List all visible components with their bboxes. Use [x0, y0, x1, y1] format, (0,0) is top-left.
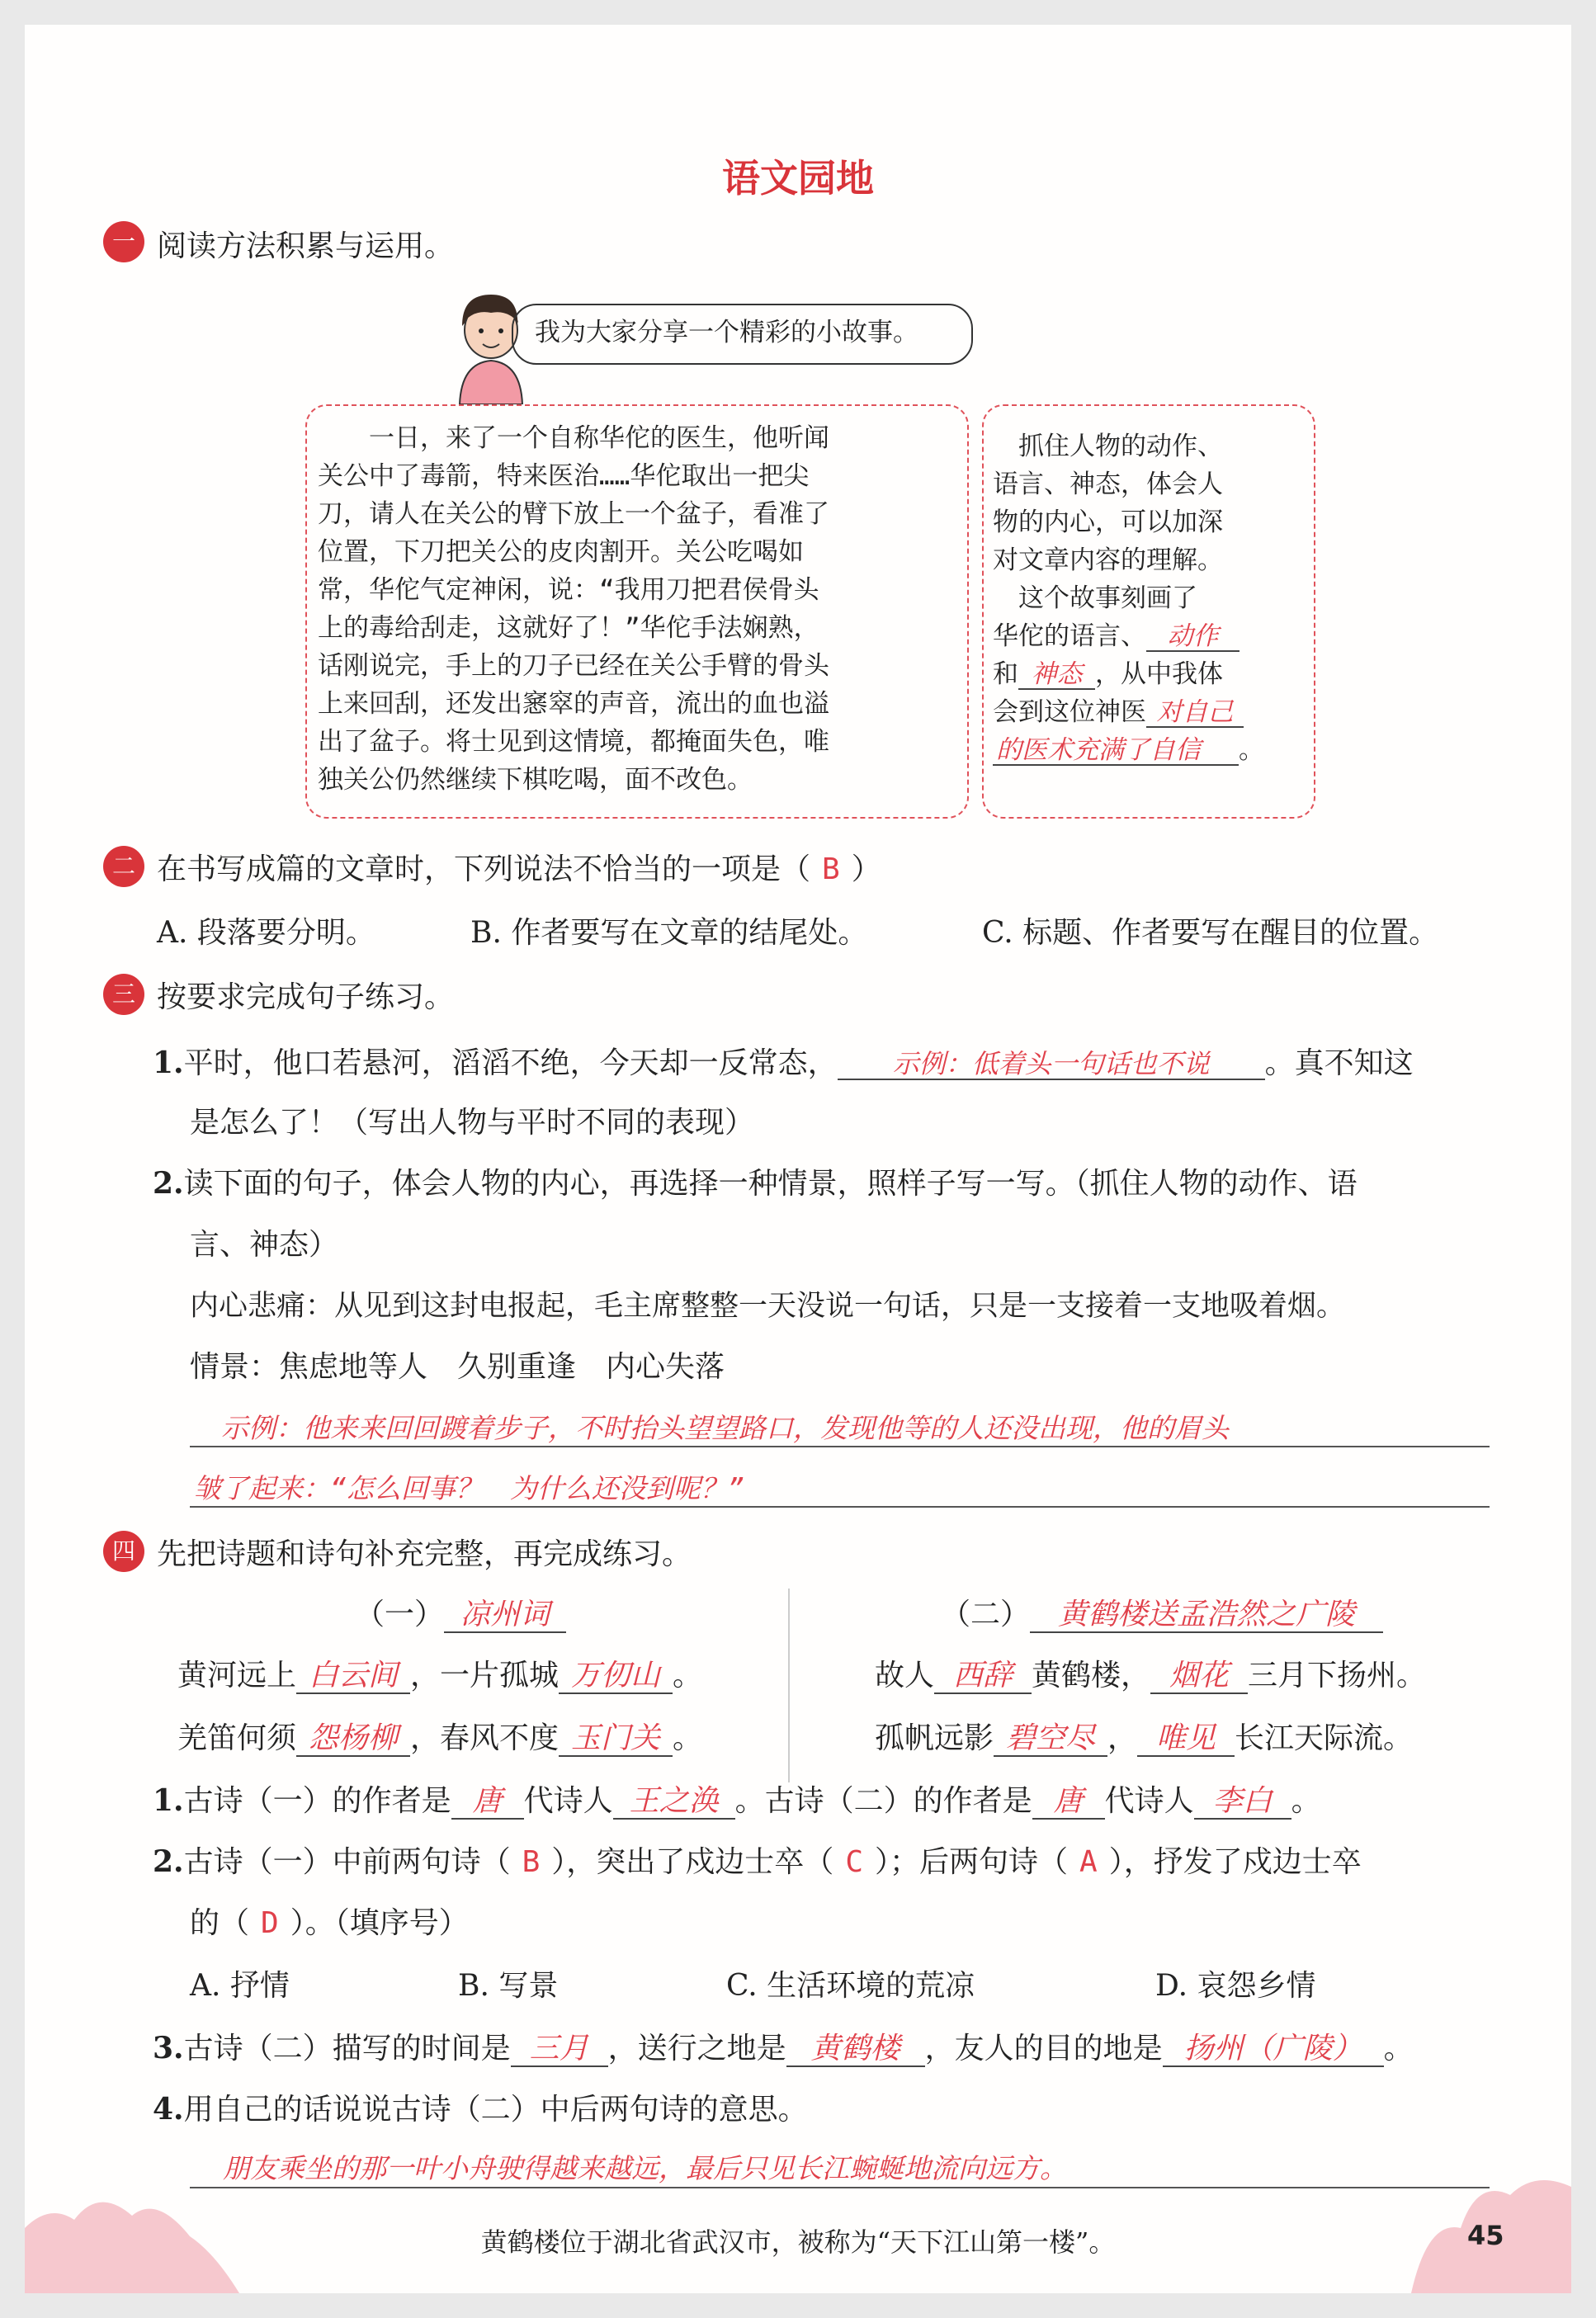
scenario-list: 情景：焦虑地等人 久别重逢 内心失落: [190, 1350, 725, 1384]
option-d: D. 哀怨乡情: [1155, 1969, 1316, 2003]
handwritten-answer[interactable]: 朋友乘坐的那一叶小舟驶得越来越远，最后只见长江蜿蜒地流向远方。: [223, 2152, 1067, 2184]
tip-line: 抓住人物的动作、: [993, 432, 1223, 461]
answer-blank[interactable]: 动作: [1146, 622, 1239, 652]
answer-blank[interactable]: 西辞: [934, 1659, 1032, 1694]
poem-2-title: （二） 黄鹤楼送孟浩然之广陵: [941, 1591, 1383, 1633]
story-line: 上的毒给刮走，这就好了！”华佗手法娴熟，: [318, 613, 819, 643]
answer-choice[interactable]: C: [845, 1845, 863, 1879]
tip-line: 会到这位神医 对自己: [993, 693, 1264, 731]
question-4-4: 4.用自己的话说说古诗（二）中后两句诗的意思。: [153, 2092, 808, 2127]
page-number: 45: [1467, 2220, 1504, 2251]
answer-blank[interactable]: 的医术充满了自信: [993, 736, 1239, 766]
story-line: 上来回刮，还发出窸窣的声音，流出的血也溢: [318, 689, 829, 719]
story-line: 出了盆子。将士见到这情境，都掩面失色，唯: [318, 727, 829, 757]
answer-blank[interactable]: 李白: [1194, 1785, 1291, 1820]
answer-blank[interactable]: 对自己: [1146, 698, 1244, 728]
answer-blank[interactable]: 碧空尽: [994, 1722, 1107, 1757]
section-number-3: 三: [103, 974, 144, 1015]
option-a: A. 抒情: [190, 1969, 290, 2003]
example-sentence: 内心悲痛：从见到这封电报起，毛主席整整一天没说一句话，只是一支接着一支地吸着烟。: [190, 1290, 1346, 1323]
tip-line: 对文章内容的理解。: [993, 545, 1223, 575]
story-line: 关公中了毒箭，特来医治……华佗取出一把尖: [318, 461, 810, 491]
question-4-2-cont: 的（ D ）。（填序号）: [190, 1906, 469, 1940]
answer-blank[interactable]: 王之涣: [613, 1785, 735, 1820]
footer-note: 黄鹤楼位于湖北省武汉市，被称为“天下江山第一楼”。: [480, 2226, 1116, 2258]
handwritten-answer[interactable]: 示例：他来来回回踱着步子，不时抬头望望路口，发现他等的人还没出现，他的眉头: [194, 1412, 1229, 1444]
answer-line: [190, 1446, 1490, 1447]
tip-line: 的医术充满了自信 。: [993, 731, 1264, 769]
section-2-title: 在书写成篇的文章时，下列说法不恰当的一项是（ B ）: [157, 852, 881, 886]
answer-blank[interactable]: 唐: [451, 1785, 524, 1820]
question-4-3: 3.古诗（二）描写的时间是 三月 ，送行之地是 黄鹤楼 ，友人的目的地是 扬州（广陵） 。: [153, 2031, 1414, 2065]
worksheet-page: [25, 25, 1571, 2293]
story-line: 常，华佗气定神闲，说：“我用刀把君侯骨头: [318, 575, 819, 605]
answer-blank[interactable]: 白云间: [296, 1659, 410, 1694]
question-3-1: 1.平时，他口若悬河，滔滔不绝，今天却一反常态， 示例：低着头一句话也不说 。真不知这: [153, 1046, 1414, 1080]
option-c: C. 生活环境的荒凉: [726, 1969, 975, 2003]
poem-2-line-2: 孤帆远影 碧空尽 ， 唯见 长江天际流。: [875, 1721, 1414, 1755]
answer-blank[interactable]: 唯见: [1137, 1722, 1235, 1757]
answer-blank[interactable]: 万仞山: [559, 1659, 673, 1694]
answer-choice[interactable]: B: [522, 1845, 541, 1879]
section-4-title: 先把诗题和诗句补充完整，再完成练习。: [157, 1537, 692, 1571]
section-number-2: 二: [103, 846, 144, 887]
section-3-title: 按要求完成句子练习。: [157, 980, 455, 1014]
question-3-2: 2.读下面的句子，体会人物的内心，再选择一种情景，照样子写一写。（抓住人物的动作、语: [153, 1166, 1358, 1201]
poem-divider: [788, 1589, 790, 1782]
question-3-2-cont: 言、神态）: [190, 1228, 339, 1262]
answer-blank[interactable]: 黄鹤楼送孟浩然之广陵: [1030, 1598, 1383, 1633]
story-line: 一日，来了一个自称华佗的医生，他听闻: [318, 423, 829, 453]
option-a: A. 段落要分明。: [157, 916, 375, 950]
story-text: [318, 419, 829, 799]
poem-1-line-1: 黄河远上 白云间 ，一片孤城 万仞山 。: [177, 1659, 703, 1692]
story-line: 话刚说完，手上的刀子已经在关公手臂的骨头: [318, 651, 829, 681]
answer-blank[interactable]: 玉门关: [559, 1722, 673, 1757]
tip-line: 物的内心，可以加深: [993, 508, 1223, 537]
tip-line: 语言、神态，体会人: [993, 470, 1223, 499]
page-title: 语文园地: [722, 156, 874, 201]
answer-blank[interactable]: 示例：低着头一句话也不说: [838, 1050, 1265, 1080]
tip-line: 和 神态 ，从中我体: [993, 659, 1223, 689]
story-line: 位置，下刀把关公的皮肉割开。关公吃喝如: [318, 537, 804, 567]
question-3-1-cont: 是怎么了！（写出人物与平时不同的表现）: [190, 1106, 755, 1140]
answer-blank[interactable]: 扬州（广陵）: [1163, 2032, 1384, 2067]
answer-blank[interactable]: 黄鹤楼: [786, 2032, 925, 2067]
section-number-1: 一: [103, 221, 144, 262]
option-b: B. 作者要写在文章的结尾处。: [470, 916, 868, 950]
speech-bubble-text: 我为大家分享一个精彩的小故事。: [535, 318, 918, 347]
option-b: B. 写景: [458, 1969, 559, 2003]
answer-blank[interactable]: 神态: [1018, 660, 1095, 690]
answer-choice[interactable]: B: [822, 852, 840, 886]
section-1-title: 阅读方法积累与运用。: [157, 229, 455, 263]
answer-blank[interactable]: 三月: [511, 2032, 608, 2067]
answer-choice[interactable]: D: [261, 1906, 279, 1940]
poem-1-title: （一） 凉州词: [355, 1591, 566, 1633]
answer-blank[interactable]: 怨杨柳: [296, 1722, 410, 1757]
answer-line: [190, 1506, 1490, 1508]
answer-blank[interactable]: 烟花: [1150, 1659, 1248, 1694]
answer-choice[interactable]: A: [1079, 1845, 1098, 1879]
story-line: 刀，请人在关公的臂下放上一个盆子，看准了: [318, 499, 829, 529]
poem-2-line-1: 故人 西辞 黄鹤楼， 烟花 三月下扬州。: [875, 1659, 1427, 1692]
tip-line: 华佗的语言、 动作: [993, 617, 1264, 655]
question-4-2: 2.古诗（一）中前两句诗（ B ），突出了戍边士卒（ C ）；后两句诗（ A ），抒发了戍边士卒: [153, 1844, 1362, 1879]
poem-1-line-2: 羌笛何须 怨杨柳 ，春风不度 玉门关 。: [177, 1721, 703, 1755]
handwritten-answer[interactable]: 皱了起来：“怎么回事？ 为什么还没到呢？”: [194, 1472, 744, 1504]
answer-blank[interactable]: 唐: [1032, 1785, 1105, 1820]
answer-blank[interactable]: 凉州词: [444, 1598, 566, 1633]
story-line: 独关公仍然继续下棋吃喝，面不改色。: [318, 765, 753, 795]
section-number-4: 四: [103, 1531, 144, 1572]
option-c: C. 标题、作者要写在醒目的位置。: [982, 916, 1439, 950]
question-4-1: 1.古诗（一）的作者是 唐 代诗人 王之涣 。古诗（二）的作者是 唐 代诗人 李白 。: [153, 1783, 1321, 1818]
tip-line: 这个故事刻画了: [993, 583, 1197, 613]
tip-text: [993, 427, 1264, 769]
